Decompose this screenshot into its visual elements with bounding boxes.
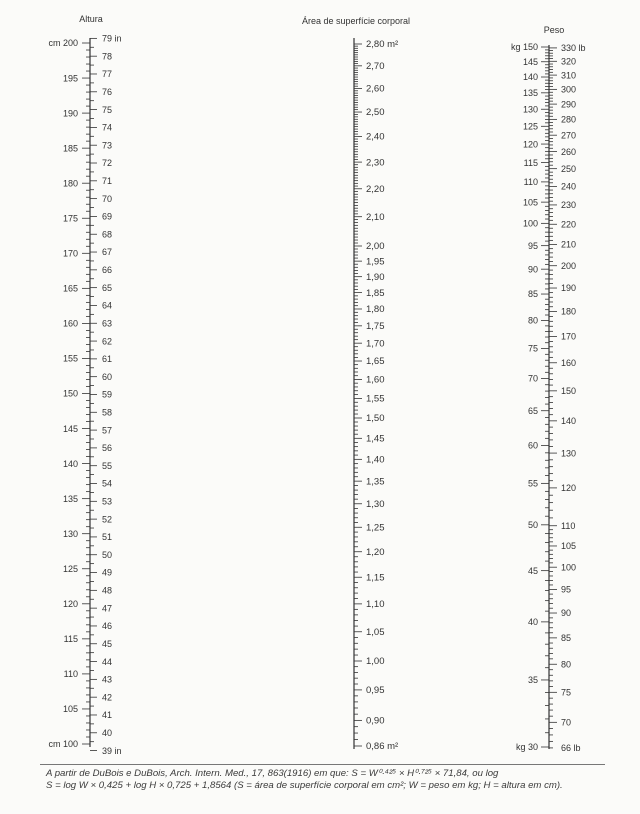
height-in-label: 56: [102, 443, 113, 454]
bsa-label: 1,55: [366, 393, 385, 405]
weight-lb-label: 100: [561, 562, 577, 573]
height-in-label: 44: [102, 656, 113, 667]
bsa-label: 1,35: [366, 476, 385, 488]
weight-lb-label: 280: [561, 114, 577, 125]
bsa-scale: [354, 39, 398, 752]
weight-lb-label: 320: [561, 56, 577, 67]
weight-kg-label: 65: [527, 405, 538, 416]
weight-lb-label: 105: [561, 541, 577, 552]
weight-lb-label: 330 lb: [561, 43, 586, 54]
weight-kg-label: 35: [527, 675, 538, 686]
weight-lb-label: 180: [561, 306, 577, 317]
height-in-label: 42: [102, 692, 113, 703]
height-in-label: 54: [102, 478, 113, 489]
height-cm-label: 190: [62, 108, 78, 119]
bsa-label: 0,95: [366, 685, 385, 697]
weight-kg-label: 130: [522, 104, 538, 115]
height-in-label: 46: [102, 621, 113, 632]
height-in-label: 48: [102, 585, 113, 596]
weight-kg-label: 95: [527, 240, 538, 251]
bsa-label: 2,80 m²: [366, 39, 399, 51]
height-in-label: 52: [102, 514, 113, 525]
height-in-label: 51: [102, 532, 113, 543]
bsa-label: 1,50: [366, 413, 385, 425]
weight-lb-label: 150: [561, 386, 577, 397]
weight-lb-label: 270: [561, 130, 577, 141]
bsa-label: 1,20: [366, 546, 385, 558]
footnote-line-1: A partir de DuBois e DuBois, Arch. Intern. Med., 17, 863(1916) em que: S = W⁰·⁴²⁵ × H⁰·⁷²⁵ × 71,84, ou log: [46, 768, 499, 779]
height-in-label: 47: [102, 603, 113, 614]
weight-kg-label: 110: [523, 177, 538, 188]
bsa-label: 0,86 m²: [366, 741, 399, 753]
bsa-label: 1,75: [366, 321, 385, 333]
weight-lb-scale: [549, 43, 586, 753]
height-in-label: 57: [102, 425, 113, 436]
height-in-label: 69: [102, 211, 113, 222]
height-in-label: 65: [102, 282, 113, 293]
weight-lb-label: 66 lb: [561, 743, 581, 754]
height-cm-label: 120: [62, 599, 78, 609]
height-cm-label: cm 200: [48, 38, 78, 49]
weight-lb-label: 200: [561, 260, 577, 271]
height-in-label: 71: [102, 176, 113, 187]
bsa-label: 1,30: [366, 498, 385, 510]
height-in-label: 60: [102, 371, 113, 382]
weight-kg-label: 140: [522, 72, 538, 83]
bsa-label: 1,65: [366, 356, 385, 368]
weight-kg-label: 70: [527, 373, 538, 384]
bsa-label: 2,60: [366, 83, 385, 95]
height-cm-label: 195: [62, 73, 78, 84]
weight-kg-label: 85: [527, 289, 538, 300]
height-cm-label: cm 100: [48, 739, 78, 750]
height-cm-label: 105: [62, 704, 78, 715]
height-in-label: 76: [102, 86, 113, 97]
weight-lb-label: 120: [561, 483, 577, 494]
height-cm-label: 180: [62, 178, 78, 189]
bsa-label: 1,70: [366, 338, 385, 350]
weight-lb-label: 310: [561, 70, 577, 81]
weight-kg-label: 115: [523, 157, 538, 168]
bsa-label: 2,00: [366, 241, 385, 253]
bsa-label: 2,20: [366, 183, 385, 195]
weight-lb-label: 220: [561, 219, 577, 230]
weight-lb-label: 170: [561, 331, 577, 342]
height-in-label: 41: [102, 710, 113, 721]
height-in-label: 53: [102, 496, 113, 507]
weight-lb-label: 130: [561, 448, 577, 459]
weight-lb-label: 250: [561, 163, 577, 174]
height-in-label: 78: [102, 51, 113, 62]
height-cm-label: 160: [62, 318, 78, 329]
height-in-label: 77: [102, 69, 113, 80]
weight-kg-label: kg 30: [515, 742, 538, 753]
bsa-label: 2,50: [366, 107, 385, 119]
height-in-label: 45: [102, 638, 113, 649]
height-in-label: 75: [102, 104, 113, 115]
weight-lb-label: 75: [561, 687, 572, 698]
height-in-label: 49: [102, 567, 113, 578]
height-cm-label: 135: [62, 493, 78, 504]
bsa-label: 1,60: [366, 374, 385, 386]
height-cm-label: 115: [63, 634, 78, 645]
height-in-label: 40: [102, 727, 113, 738]
height-in-label: 64: [102, 300, 113, 311]
height-cm-label: 125: [62, 563, 78, 574]
weight-lb-label: 300: [561, 84, 577, 95]
height-in-label: 61: [102, 354, 113, 365]
height-in-label: 63: [102, 318, 113, 329]
bsa-label: 2,10: [366, 211, 385, 223]
weight-lb-label: 240: [561, 181, 577, 192]
height-in-label: 50: [102, 549, 113, 560]
height-in-label: 68: [102, 229, 113, 240]
height-in-label: 59: [102, 389, 113, 400]
bsa-label: 2,70: [366, 61, 385, 73]
weight-kg-label: 75: [527, 343, 538, 354]
weight-kg-label: kg 150: [510, 42, 538, 53]
weight-lb-label: 95: [561, 584, 572, 595]
bsa-label: 1,25: [366, 522, 385, 534]
weight-lb-label: 230: [561, 200, 577, 211]
height-in-label: 72: [102, 158, 113, 169]
weight-lb-label: 140: [561, 416, 577, 427]
bsa-label: 1,90: [366, 271, 385, 283]
weight-kg-label: 50: [527, 520, 538, 531]
bsa-label: 1,00: [366, 656, 385, 668]
height-in-label: 43: [102, 674, 113, 685]
height-cm-label: 165: [62, 283, 78, 294]
height-in-label: 58: [102, 407, 113, 418]
height-cm-label: 130: [62, 528, 78, 539]
weight-kg-label: 45: [527, 565, 538, 576]
height-cm-label: 110: [63, 669, 78, 680]
weight-lb-label: 110: [561, 520, 576, 531]
footnote-rule: [40, 764, 605, 765]
height-cm-label: 150: [62, 388, 78, 399]
weight-kg-label: 100: [522, 218, 538, 229]
height-cm-scale: [48, 38, 90, 749]
bsa-label: 2,30: [366, 157, 385, 169]
weight-kg-label: 60: [527, 440, 538, 451]
weight-scale-title: Peso: [543, 25, 565, 35]
height-in-label: 67: [102, 247, 113, 258]
weight-kg-label: 125: [522, 121, 538, 132]
height-cm-label: 140: [62, 458, 78, 469]
weight-lb-label: 160: [561, 357, 577, 368]
height-scale-title: Altura: [79, 14, 103, 24]
weight-kg-label: 135: [522, 88, 538, 99]
height-cm-label: 170: [62, 248, 78, 259]
height-in-scale: [90, 34, 122, 756]
weight-kg-label: 90: [527, 264, 538, 275]
height-in-label: 55: [102, 460, 113, 471]
weight-lb-label: 70: [561, 717, 572, 728]
height-in-label: 39 in: [102, 745, 122, 756]
bsa-label: 1,40: [366, 454, 385, 466]
bsa-label: 1,95: [366, 256, 385, 268]
weight-kg-label: 145: [522, 56, 538, 67]
height-cm-label: 145: [62, 423, 78, 434]
bsa-label: 1,80: [366, 304, 385, 316]
bsa-label: 1,85: [366, 287, 385, 299]
bsa-scale-title: Área de superfície corporal: [301, 16, 411, 26]
height-in-label: 66: [102, 265, 113, 276]
weight-lb-label: 210: [561, 239, 577, 250]
weight-kg-scale: [511, 42, 549, 752]
weight-lb-label: 260: [561, 146, 577, 157]
bsa-label: 1,15: [366, 572, 385, 584]
height-in-label: 73: [102, 140, 113, 151]
weight-lb-label: 85: [561, 633, 572, 644]
height-cm-label: 155: [62, 353, 78, 364]
bsa-label: 1,05: [366, 626, 385, 638]
weight-kg-label: 55: [527, 478, 538, 489]
height-in-label: 74: [102, 122, 113, 133]
bsa-label: 0,90: [366, 715, 385, 727]
weight-kg-label: 120: [522, 139, 538, 150]
weight-kg-label: 40: [527, 617, 538, 628]
height-in-label: 79 in: [102, 33, 122, 44]
bsa-label: 1,10: [366, 599, 385, 611]
height-cm-label: 175: [62, 213, 78, 224]
weight-lb-label: 290: [561, 99, 577, 110]
weight-kg-label: 80: [527, 315, 538, 326]
height-in-label: 62: [102, 336, 113, 347]
footnote: [46, 768, 606, 791]
weight-lb-label: 190: [561, 283, 577, 294]
bsa-label: 2,40: [366, 131, 385, 143]
height-in-label: 70: [102, 193, 113, 204]
bsa-label: 1,45: [366, 433, 385, 445]
weight-lb-label: 80: [561, 659, 572, 670]
height-cm-label: 185: [62, 143, 78, 154]
weight-lb-label: 90: [561, 608, 572, 619]
footnote-line-2: S = log W × 0,425 + log H × 0,725 + 1,8564 (S = área de superfície corporal em cm²; W = peso em kg; H = altura em cm).: [46, 779, 563, 791]
weight-kg-label: 105: [522, 197, 538, 208]
